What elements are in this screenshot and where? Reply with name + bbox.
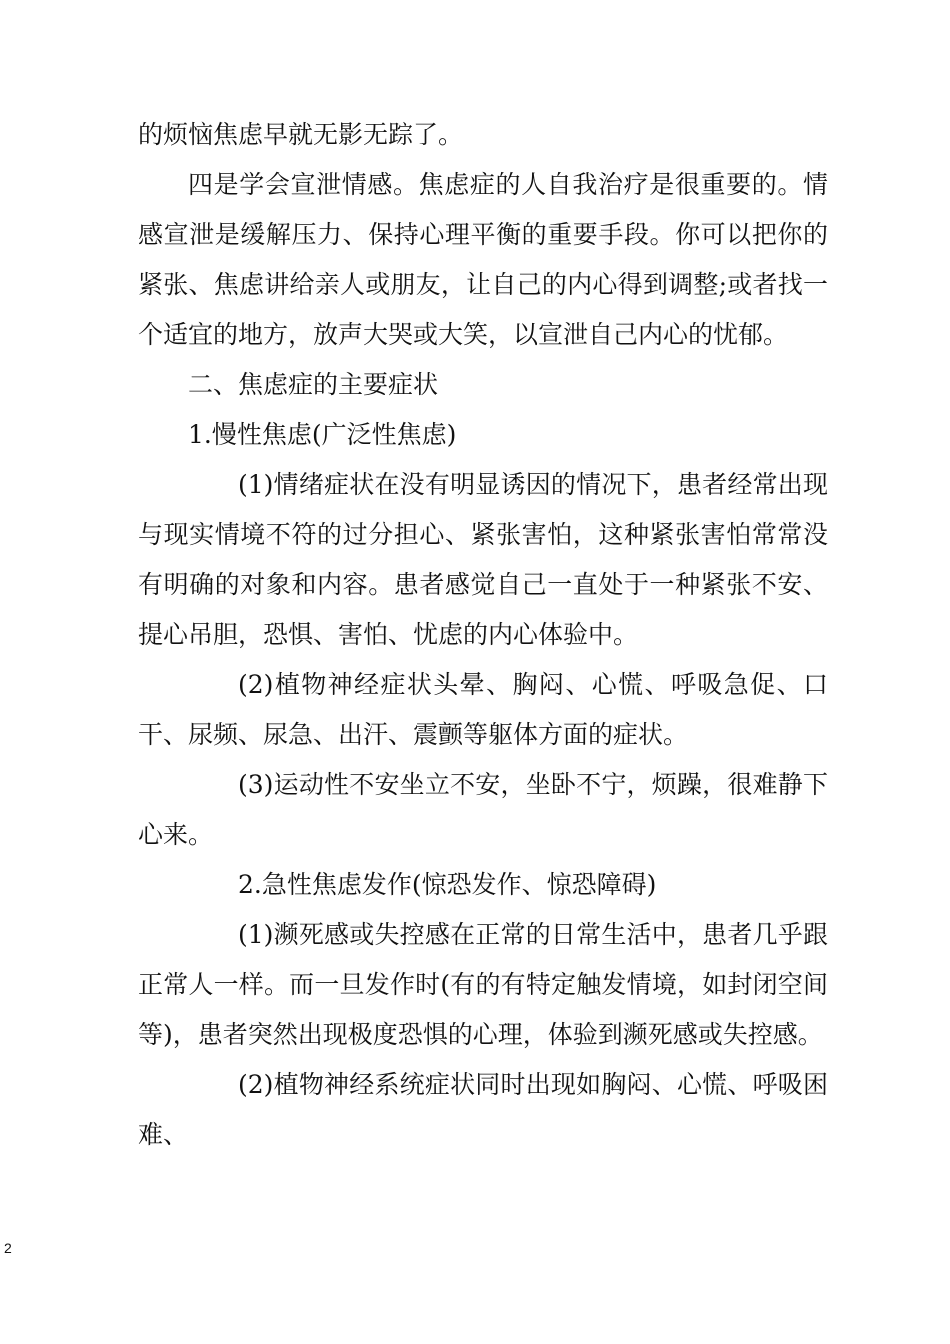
list-item-autonomic-system-symptoms [138, 1060, 828, 1160]
paragraph-text: 四是学会宣泄情感。焦虑症的人自我治疗是很重要的。情感宣泄是缓解压力、保持心理平衡的重要手段。你可以把你的紧张、焦虑讲给亲人或朋友，让自己的内心得到调整;或者找一个适宜的地方，放声大哭或大笑，以宣泄自己内心的忧郁。 [138, 170, 828, 349]
paragraph-continuation [138, 110, 828, 160]
heading-text: 急性焦虑发作(惊恐发作、惊恐障碍) [261, 870, 657, 899]
item-number: (1) [238, 920, 274, 949]
item-number: 2. [238, 870, 262, 899]
item-text: 植物神经症状头晕、胸闷、心慌、呼吸急促、口干、尿频、尿急、出汗、震颤等躯体方面的症状。 [138, 670, 828, 749]
item-text: 情绪症状在没有明显诱因的情况下，患者经常出现与现实情境不符的过分担心、紧张害怕，这种紧张害怕常常没有明确的对象和内容。患者感觉自己一直处于一种紧张不安、提心吊胆，恐惧、害怕、忧虑的内心体验中。 [138, 470, 828, 649]
item-text: 植物神经系统症状同时出现如胸闷、心慌、呼吸困难、 [138, 1070, 828, 1149]
item-text: 濒死感或失控感在正常的日常生活中，患者几乎跟正常人一样。而一旦发作时(有的有特定触发情境，如封闭空间等)，患者突然出现极度恐惧的心理，体验到濒死感或失控感。 [138, 920, 828, 1049]
section-heading-main-symptoms [138, 360, 828, 410]
list-item-autonomic-symptoms [138, 660, 828, 760]
list-item-motor-restlessness [138, 760, 828, 860]
item-number: (2) [238, 1070, 274, 1099]
heading-text: 二、焦虑症的主要症状 [188, 370, 439, 399]
item-number: (1) [238, 470, 274, 499]
document-body [138, 110, 828, 1160]
page-number: 2 [4, 1240, 12, 1256]
list-item-dying-feeling [138, 910, 828, 1060]
subheading-acute-anxiety [138, 860, 828, 910]
paragraph-emotion-release [138, 160, 828, 360]
item-number: (2) [238, 670, 274, 699]
list-item-emotional-symptoms [138, 460, 828, 660]
item-number: (3) [238, 770, 274, 799]
heading-text: 1.慢性焦虑(广泛性焦虑) [188, 420, 457, 449]
paragraph-text: 的烦恼焦虑早就无影无踪了。 [138, 120, 464, 149]
subheading-chronic-anxiety [138, 410, 828, 460]
item-text: 运动性不安坐立不安，坐卧不宁，烦躁，很难静下心来。 [138, 770, 828, 849]
